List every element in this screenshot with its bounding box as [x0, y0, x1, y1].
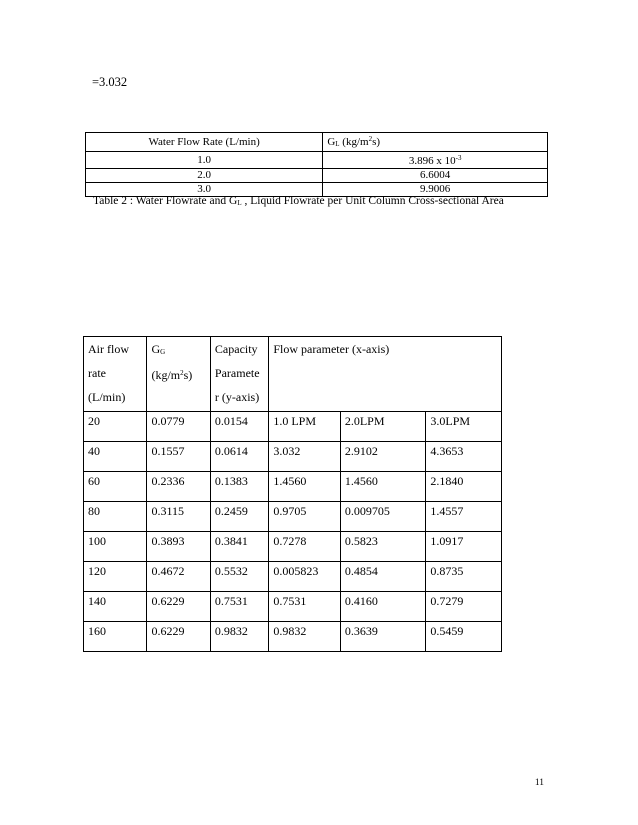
gl-header-unit-exponent: 2	[368, 135, 373, 143]
table-row	[86, 152, 548, 169]
table-cell: 0.6229	[147, 592, 210, 622]
table-cell: 0.7279	[426, 592, 502, 622]
table-cell: 0.7531	[269, 592, 341, 622]
page-number: 11	[534, 778, 544, 788]
gl-cell: 6.6004	[323, 169, 548, 183]
table-cell: 0.5459	[426, 622, 502, 652]
table-cell: 140	[84, 592, 147, 622]
gg-symbol: G	[151, 342, 161, 356]
result-value: =3.032	[92, 75, 128, 89]
flow-cell: 1.0	[86, 152, 323, 169]
table-row	[84, 592, 502, 622]
table-cell: 0.3841	[210, 532, 268, 562]
table-caption	[93, 195, 504, 207]
table-cell: 0.3115	[147, 502, 210, 532]
header-line	[151, 337, 209, 361]
table-row	[84, 472, 502, 502]
gl-exponent: -3	[455, 154, 462, 162]
table-header-row	[86, 133, 548, 152]
table-cell: 2.1840	[426, 472, 502, 502]
header-line: (L/min)	[88, 390, 126, 404]
table-cell: 0.8735	[426, 562, 502, 592]
table-cell: 0.009705	[340, 502, 426, 532]
table-cell: 1.4560	[340, 472, 426, 502]
header-line: Flow parameter (x-axis)	[273, 342, 390, 356]
air-flow-header	[84, 337, 147, 412]
table-cell: 20	[84, 412, 147, 442]
table-cell: 40	[84, 442, 147, 472]
table-cell: 0.9705	[269, 502, 341, 532]
gg-subscript: G	[160, 348, 166, 356]
table-cell: 0.9832	[269, 622, 341, 652]
table-cell: 0.5823	[340, 532, 426, 562]
header-line: Paramete	[214, 366, 260, 380]
caption-text: Table 2 : Water Flowrate and G	[93, 195, 238, 207]
gl-cell: 9.9006	[323, 183, 548, 197]
gg-unit-exponent: 2	[180, 369, 184, 377]
table-cell: 1.0917	[426, 532, 502, 562]
table-row	[84, 622, 502, 652]
gg-unit: (kg/m	[151, 368, 181, 382]
table-cell: 0.0614	[210, 442, 268, 472]
capacity-header	[210, 337, 268, 412]
lpm-label-cell: 3.0LPM	[426, 412, 502, 442]
table-cell: 0.7278	[269, 532, 341, 562]
table-cell: 0.9832	[210, 622, 268, 652]
table-cell: 0.6229	[147, 622, 210, 652]
gl-header-unit-tail: s)	[372, 136, 381, 148]
header-line: rate	[88, 366, 106, 380]
header-line: Capacity	[214, 342, 258, 356]
gl-value: 3.896 x 10	[408, 155, 456, 167]
table-cell: 3.032	[269, 442, 341, 472]
gl-header-subscript: L	[335, 140, 340, 148]
table-header-row	[84, 337, 502, 412]
header-line	[151, 361, 209, 385]
header-line: r (y-axis)	[214, 390, 260, 404]
table-cell: 0.4672	[147, 562, 210, 592]
table-cell: 0.2336	[147, 472, 210, 502]
lpm-label-cell: 1.0 LPM	[269, 412, 341, 442]
table-cell: 0.4854	[340, 562, 426, 592]
table-cell: 160	[84, 622, 147, 652]
table-row	[84, 502, 502, 532]
flow-parameter-table	[83, 336, 502, 652]
table-cell: 80	[84, 502, 147, 532]
table-cell: 1.4560	[269, 472, 341, 502]
table-cell: 0.1383	[210, 472, 268, 502]
table-cell: 0.2459	[210, 502, 268, 532]
lpm-label-cell: 2.0LPM	[340, 412, 426, 442]
table-cell: 60	[84, 472, 147, 502]
table-cell: 0.3639	[340, 622, 426, 652]
header-line: Air flow	[88, 342, 129, 356]
flow-cell: 3.0	[86, 183, 323, 197]
gl-header-symbol: G	[327, 136, 336, 148]
table-cell: 0.7531	[210, 592, 268, 622]
table-cell: 0.3893	[147, 532, 210, 562]
table-cell: 2.9102	[340, 442, 426, 472]
flow-parameter-header	[269, 337, 502, 412]
table-cell: 0.1557	[147, 442, 210, 472]
gg-header	[147, 337, 210, 412]
gg-unit-tail: s)	[183, 368, 193, 382]
gl-cell	[323, 152, 548, 169]
table-row	[86, 169, 548, 183]
table-row	[84, 562, 502, 592]
table-cell: 0.5532	[210, 562, 268, 592]
table-cell: 0.0154	[210, 412, 268, 442]
table-cell: 120	[84, 562, 147, 592]
gl-header-unit: (kg/m	[339, 136, 369, 148]
table-cell: 0.0779	[147, 412, 210, 442]
gl-header	[323, 133, 548, 152]
water-flow-rate-header: Water Flow Rate (L/min)	[86, 133, 323, 152]
caption-text-tail: , Liquid Flowrate per Unit Column Cross-sectional Area	[241, 195, 504, 207]
table-cell: 0.4160	[340, 592, 426, 622]
table-cell: 4.3653	[426, 442, 502, 472]
table-row	[84, 412, 502, 442]
table-cell: 1.4557	[426, 502, 502, 532]
table-row	[84, 442, 502, 472]
table-cell: 0.005823	[269, 562, 341, 592]
table-cell: 100	[84, 532, 147, 562]
table-row	[84, 532, 502, 562]
caption-subscript: L	[237, 199, 242, 207]
flow-cell: 2.0	[86, 169, 323, 183]
water-flow-table	[85, 132, 548, 197]
